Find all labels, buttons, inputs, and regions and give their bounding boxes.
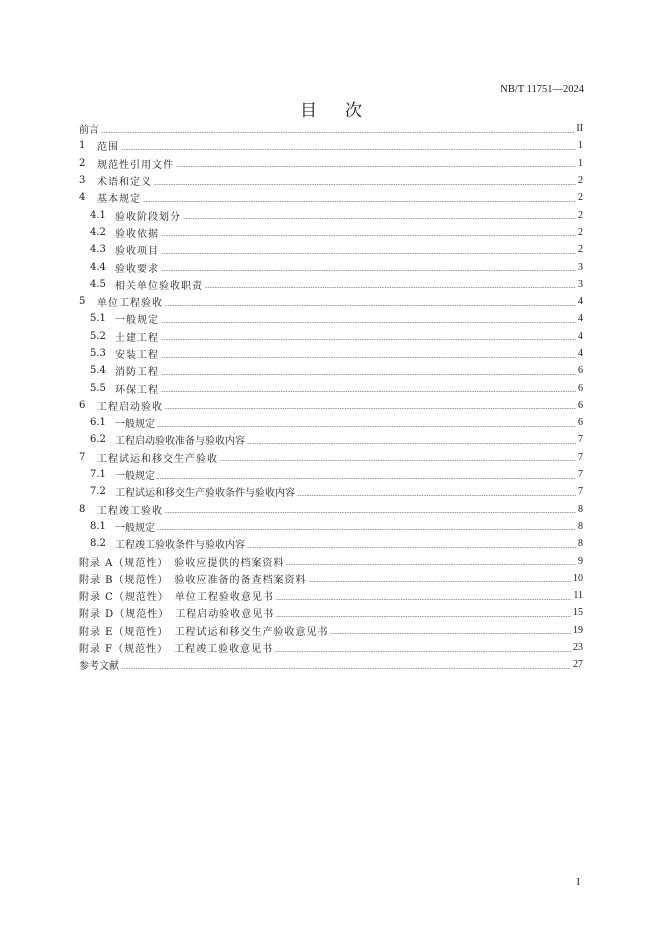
toc-entry[interactable] bbox=[79, 172, 583, 189]
standard-number: NB/T 11751—2024 bbox=[500, 84, 584, 95]
dot-leader bbox=[165, 512, 576, 513]
toc-entry-page: 7 bbox=[578, 434, 583, 446]
dot-leader bbox=[183, 218, 576, 219]
toc-entry-page: 1 bbox=[578, 157, 583, 169]
toc-entry[interactable] bbox=[79, 137, 583, 154]
toc-entry-page: 19 bbox=[573, 624, 583, 636]
toc-entry-label: 环保工程 bbox=[115, 384, 159, 396]
toc-entry[interactable] bbox=[79, 293, 583, 310]
dot-leader bbox=[286, 564, 576, 565]
dot-leader bbox=[161, 374, 576, 375]
toc-entry-page: 6 bbox=[578, 382, 583, 394]
toc-entry-label: 附录 B（规范性） 验收应准备的备查档案资料 bbox=[79, 574, 307, 586]
toc-entry-label: 工程启动验收 bbox=[97, 401, 163, 413]
toc-entry-label: 术语和定义 bbox=[97, 177, 152, 189]
toc-entry[interactable] bbox=[79, 206, 583, 223]
toc-entry-page: 4 bbox=[578, 296, 583, 308]
toc-entry-label: 前言 bbox=[79, 125, 99, 137]
toc-entry-number: 7.1 bbox=[90, 469, 106, 481]
toc-entry-page: 9 bbox=[578, 555, 583, 567]
toc-entry[interactable] bbox=[79, 431, 583, 448]
toc-entry[interactable] bbox=[79, 501, 583, 518]
toc-entry-label: 附录 D（规范性） 工程启动验收意见书 bbox=[79, 609, 275, 621]
dot-leader bbox=[101, 132, 574, 133]
toc-entry-page: 3 bbox=[578, 278, 583, 290]
toc-entry-number: 5.5 bbox=[90, 382, 106, 394]
dot-leader bbox=[157, 426, 576, 427]
toc-entry[interactable] bbox=[79, 483, 583, 500]
dot-leader bbox=[121, 149, 576, 150]
toc-entry-number: 3 bbox=[79, 175, 86, 187]
dot-leader bbox=[247, 443, 576, 444]
dot-leader bbox=[309, 581, 571, 582]
toc-entry-page: 4 bbox=[578, 330, 583, 342]
toc-entry[interactable] bbox=[79, 414, 583, 431]
toc-entry-page: 2 bbox=[578, 192, 583, 204]
dot-leader bbox=[176, 166, 576, 167]
toc-entry-number: 1 bbox=[79, 140, 86, 152]
toc-entry-page: 10 bbox=[573, 572, 583, 584]
toc-entry-number: 4.1 bbox=[90, 209, 106, 221]
toc-entry-page: II bbox=[576, 123, 583, 135]
toc-entry[interactable] bbox=[79, 449, 583, 466]
toc-entry[interactable] bbox=[79, 345, 583, 362]
toc-entry-number: 8 bbox=[79, 503, 86, 515]
dot-leader bbox=[161, 391, 576, 392]
toc-entry-page: 27 bbox=[573, 659, 583, 671]
toc-entry-number: 8.2 bbox=[90, 538, 106, 550]
toc-entry-label: 一般规定 bbox=[115, 315, 159, 327]
toc-entry-label: 单位工程验收 bbox=[97, 298, 163, 310]
toc-entry-page: 23 bbox=[573, 642, 583, 654]
toc-entry-number: 5.4 bbox=[90, 365, 106, 377]
toc-entry-number: 2 bbox=[79, 157, 86, 169]
toc-entry-number: 6 bbox=[79, 399, 86, 411]
toc-entry-number: 5 bbox=[79, 296, 86, 308]
toc-entry-label: 消防工程 bbox=[115, 367, 159, 379]
toc-entry[interactable] bbox=[79, 552, 583, 569]
toc-entry[interactable] bbox=[79, 189, 583, 206]
dot-leader bbox=[161, 253, 576, 254]
toc-entry-page: 6 bbox=[578, 399, 583, 411]
toc-entry[interactable] bbox=[79, 224, 583, 241]
toc-entry[interactable] bbox=[79, 310, 583, 327]
toc-entry-number: 6.1 bbox=[90, 417, 106, 429]
toc-entry-label: 规范性引用文件 bbox=[97, 159, 174, 171]
toc-entry[interactable] bbox=[79, 639, 583, 656]
dot-leader bbox=[161, 270, 576, 271]
toc-entry[interactable] bbox=[79, 656, 583, 673]
toc-entry[interactable] bbox=[79, 604, 583, 621]
toc-entry-page: 2 bbox=[578, 209, 583, 221]
toc-entry-label: 验收要求 bbox=[115, 263, 159, 275]
toc-entry-page: 7 bbox=[578, 486, 583, 498]
toc-entry-page: 8 bbox=[578, 503, 583, 515]
toc-entry-label: 相关单位验收职责 bbox=[115, 280, 203, 292]
dot-leader bbox=[165, 408, 576, 409]
toc-entry-page: 2 bbox=[578, 175, 583, 187]
dot-leader bbox=[161, 339, 576, 340]
toc-entry-label: 附录 C（规范性） 单位工程验收意见书 bbox=[79, 592, 274, 604]
toc-entry-label: 工程试运和移交生产验收 bbox=[97, 453, 218, 465]
dot-leader bbox=[247, 547, 576, 548]
toc-entry[interactable] bbox=[79, 328, 583, 345]
toc-entry[interactable] bbox=[79, 241, 583, 258]
dot-leader bbox=[220, 460, 576, 461]
toc-entry[interactable] bbox=[79, 535, 583, 552]
page-title: 目次 bbox=[300, 101, 390, 121]
toc-entry-label: 参考文献 bbox=[79, 661, 119, 673]
toc-entry-page: 7 bbox=[578, 469, 583, 481]
toc-entry-page: 1 bbox=[578, 140, 583, 152]
toc-entry-number: 4.2 bbox=[90, 226, 106, 238]
toc-entry-label: 范围 bbox=[97, 142, 119, 154]
dot-leader bbox=[157, 529, 576, 530]
toc-entry-page: 2 bbox=[578, 244, 583, 256]
toc-entry[interactable] bbox=[79, 362, 583, 379]
toc-entry-number: 8.1 bbox=[90, 520, 106, 532]
dot-leader bbox=[161, 235, 576, 236]
toc-entry-label: 验收项目 bbox=[115, 246, 159, 258]
dot-leader bbox=[276, 599, 572, 600]
toc-entry-label: 工程竣工验收条件与验收内容 bbox=[115, 540, 245, 552]
table-of-contents bbox=[79, 120, 583, 674]
toc-entry[interactable] bbox=[79, 466, 583, 483]
toc-entry-number: 6.2 bbox=[90, 434, 106, 446]
toc-entry-number: 7 bbox=[79, 451, 86, 463]
toc-entry-number: 5.2 bbox=[90, 330, 106, 342]
toc-entry[interactable] bbox=[79, 587, 583, 604]
toc-entry[interactable] bbox=[79, 155, 583, 172]
toc-entry-label: 安装工程 bbox=[115, 350, 159, 361]
toc-entry-label: 附录 F（规范性） 工程竣工验收意见书 bbox=[79, 644, 274, 656]
toc-entry-page: 15 bbox=[573, 607, 583, 619]
dot-leader bbox=[276, 616, 571, 617]
toc-entry-label: 基本规定 bbox=[97, 194, 141, 206]
toc-entry-page: 6 bbox=[578, 365, 583, 377]
toc-entry-page: 6 bbox=[578, 417, 583, 429]
dot-leader bbox=[157, 478, 576, 479]
dot-leader bbox=[330, 633, 571, 634]
toc-entry[interactable] bbox=[79, 397, 583, 414]
toc-entry-page: 8 bbox=[578, 538, 583, 550]
toc-entry[interactable] bbox=[79, 518, 583, 535]
dot-leader bbox=[161, 322, 576, 323]
toc-entry-label: 一般规定 bbox=[115, 419, 155, 431]
dot-leader bbox=[121, 668, 571, 669]
toc-entry-label: 工程启动验收准备与验收内容 bbox=[115, 436, 245, 448]
toc-entry-number: 5.3 bbox=[90, 348, 106, 359]
toc-entry-page: 11 bbox=[573, 590, 583, 602]
toc-entry-label: 一般规定 bbox=[115, 522, 155, 534]
toc-entry-number: 4.4 bbox=[90, 261, 106, 273]
toc-entry[interactable] bbox=[79, 276, 583, 293]
toc-entry-label: 附录 E（规范性） 工程试运和移交生产验收意见书 bbox=[79, 626, 329, 638]
toc-entry-page: 7 bbox=[578, 451, 583, 463]
dot-leader bbox=[165, 305, 576, 306]
toc-entry-page: 4 bbox=[578, 313, 583, 325]
toc-entry-number: 5.1 bbox=[90, 313, 106, 325]
toc-entry-label: 土建工程 bbox=[115, 332, 159, 344]
toc-entry[interactable] bbox=[79, 258, 583, 275]
toc-entry-page: 2 bbox=[578, 226, 583, 238]
toc-entry-number: 4.3 bbox=[90, 244, 106, 256]
toc-entry[interactable] bbox=[79, 622, 583, 639]
toc-entry[interactable] bbox=[79, 120, 583, 137]
toc-entry-label: 一般规定 bbox=[115, 471, 155, 483]
dot-leader bbox=[275, 651, 571, 652]
toc-entry[interactable] bbox=[79, 570, 583, 587]
toc-entry-page: 3 bbox=[578, 261, 583, 273]
toc-entry-page: 4 bbox=[578, 348, 583, 359]
toc-entry-label: 附录 A（规范性） 验收应提供的档案资料 bbox=[79, 557, 285, 569]
dot-leader bbox=[205, 287, 576, 288]
toc-entry-number: 4.5 bbox=[90, 278, 106, 290]
dot-leader bbox=[297, 495, 576, 496]
toc-entry-label: 工程竣工验收 bbox=[97, 505, 163, 517]
toc-entry-number: 7.2 bbox=[90, 486, 106, 498]
toc-entry-label: 验收阶段划分 bbox=[115, 211, 181, 223]
dot-leader bbox=[154, 184, 576, 185]
toc-entry[interactable] bbox=[79, 379, 583, 396]
page-number: I bbox=[576, 877, 580, 888]
toc-entry-label: 工程试运和移交生产验收条件与验收内容 bbox=[115, 488, 295, 500]
dot-leader bbox=[161, 357, 576, 358]
toc-entry-page: 8 bbox=[578, 520, 583, 532]
dot-leader bbox=[143, 201, 576, 202]
toc-entry-number: 4 bbox=[79, 192, 86, 204]
toc-entry-label: 验收依据 bbox=[115, 228, 159, 240]
